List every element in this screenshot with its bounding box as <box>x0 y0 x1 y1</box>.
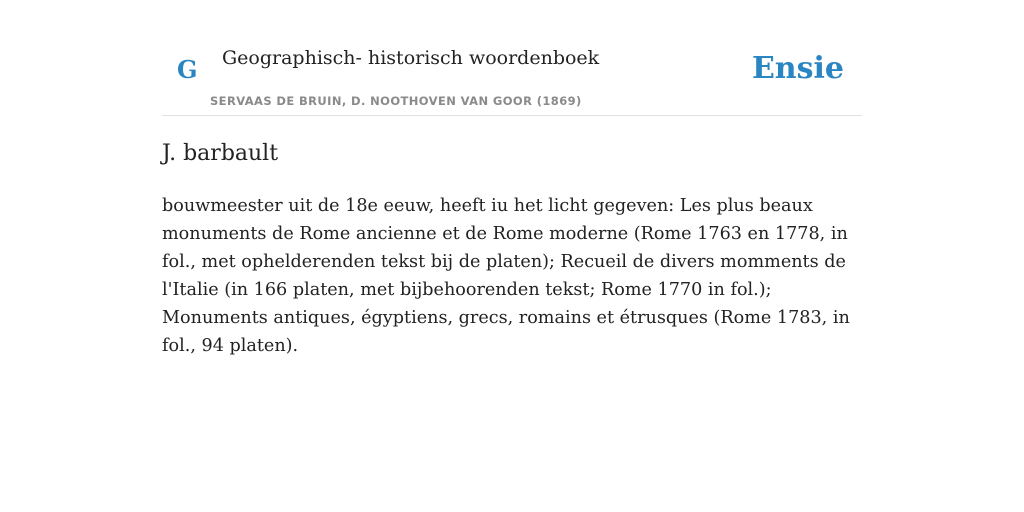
book-header <box>162 0 862 116</box>
entry-body: bouwmeester uit de 18e eeuw, heeft iu het licht gegeven: Les plus beaux monuments de Rome ancienne et de Rome moderne (Rome 1763 en 1778, in fol., met ophelderenden tekst bij de platen); Recueil de divers momments de l'Italie (in 166 platen, met bijbehoorenden tekst; Rome 1770 in fol.); Monuments antiques, égyptiens, grecs, romains et étrusques (Rome 1783, in fol., 94 platen). <box>162 196 850 356</box>
entry-title: J. barbault <box>162 141 279 166</box>
book-title[interactable]: Geographisch- historisch woordenboek <box>222 47 600 69</box>
book-logo-link[interactable]: G <box>177 55 198 84</box>
ensie-logo-link[interactable]: Ensie <box>751 51 844 86</box>
book-author: SERVAAS DE BRUIN, D. NOOTHOVEN VAN GOOR (1869) <box>210 94 582 108</box>
page-content <box>162 0 862 356</box>
